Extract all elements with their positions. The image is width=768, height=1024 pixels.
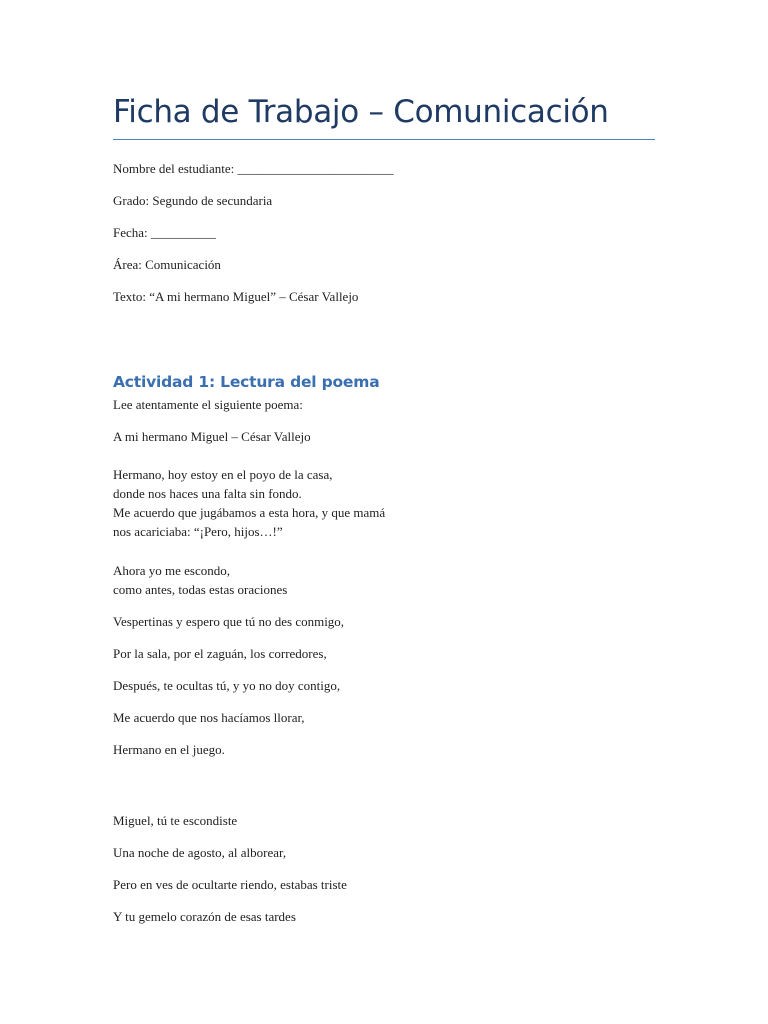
text-reference-line: Texto: “A mi hermano Miguel” – César Vallejo [113,289,359,304]
activity-1-heading: Actividad 1: Lectura del poema [113,373,380,391]
poem-line: Y tu gemelo corazón de esas tardes [113,909,296,924]
poem-line: nos acariciaba: “¡Pero, hijos…!” [113,524,283,539]
area-line: Área: Comunicación [113,257,221,272]
poem-line: Me acuerdo que nos hacíamos llorar, [113,710,305,725]
poem-line: Una noche de agosto, al alborear, [113,845,287,860]
poem-line: Pero en ves de ocultarte riendo, estabas triste [113,877,347,892]
poem-line: Hermano, hoy estoy en el poyo de la casa, [113,467,333,482]
poem-line: Por la sala, por el zaguán, los corredores, [113,646,327,661]
activity-instruction: Lee atentamente el siguiente poema: [113,397,303,412]
poem-line: Me acuerdo que jugábamos a esta hora, y que mamá [113,505,386,520]
poem-line: Miguel, tú te escondiste [113,813,238,828]
poem-line: donde nos haces una falta sin fondo. [113,486,302,501]
date-field: Fecha: __________ [113,225,216,240]
poem-line: Hermano en el juego. [113,742,225,757]
poem-line: Vespertinas y espero que tú no des conmigo, [113,614,345,629]
poem-title: A mi hermano Miguel – César Vallejo [113,429,311,444]
poem-line: Ahora yo me escondo, [113,563,230,578]
poem-line: Después, te ocultas tú, y yo no doy contigo, [113,678,341,693]
student-name-field: Nombre del estudiante: ________________________ [113,161,394,176]
document-title: Ficha de Trabajo – Comunicación [113,92,655,140]
poem-line: como antes, todas estas oraciones [113,582,288,597]
grade-line: Grado: Segundo de secundaria [113,193,273,208]
